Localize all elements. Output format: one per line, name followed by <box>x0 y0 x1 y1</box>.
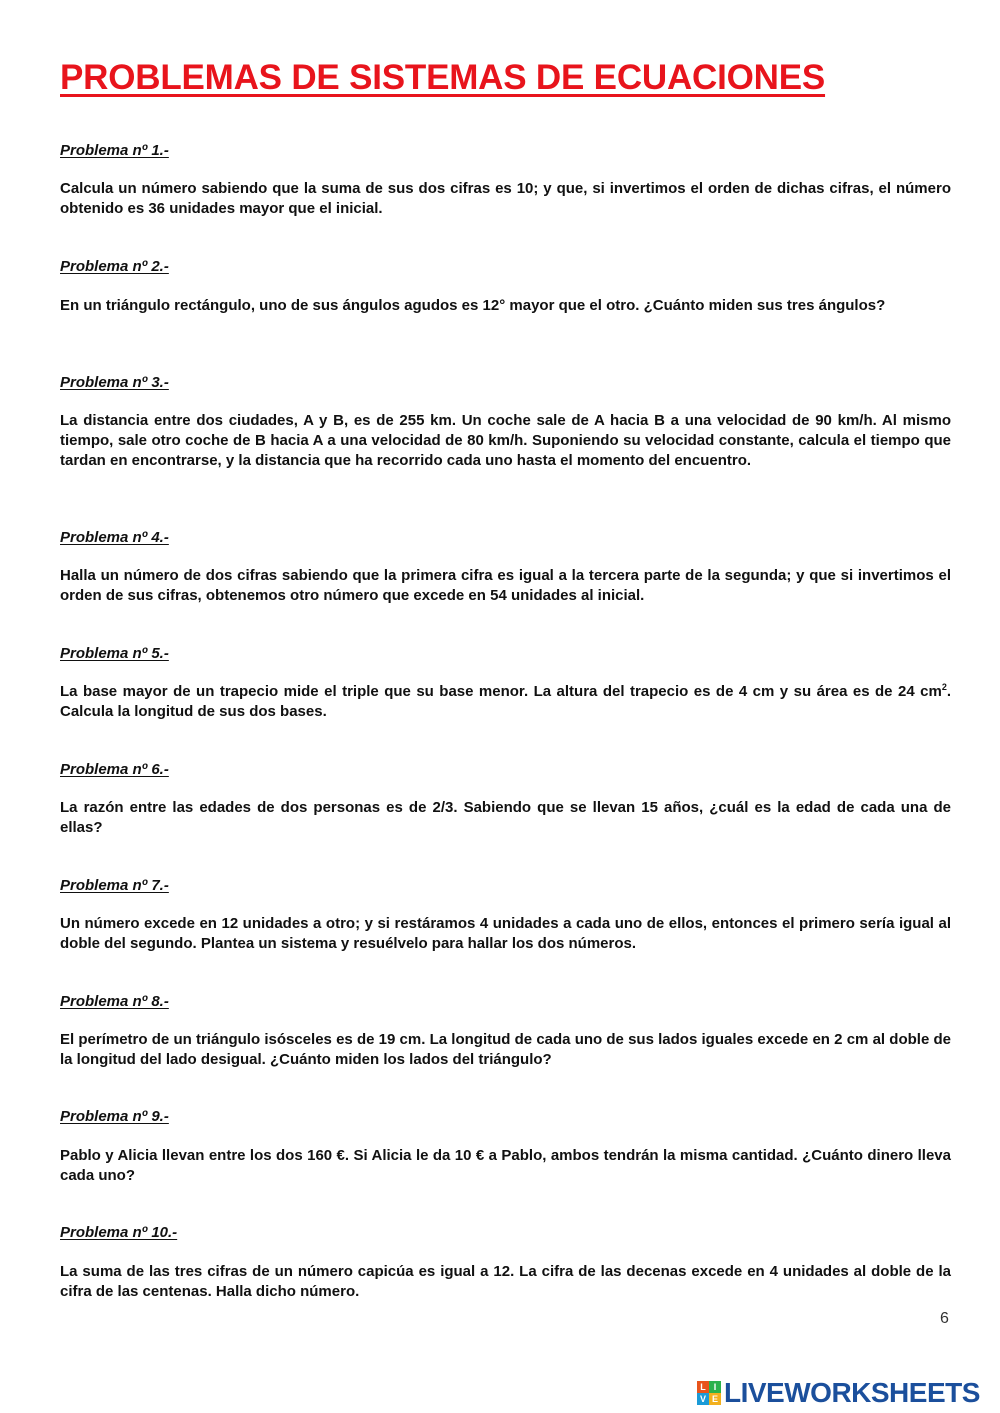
problem-4-heading: Problema nº 4.- <box>60 529 169 546</box>
liveworksheets-brand[interactable] <box>697 1379 980 1407</box>
problem-3-text: La distancia entre dos ciudades, A y B, es de 255 km. Un coche sale de A hacia B a una velocidad de 90 km/h. Al mismo tiempo, sale otro coche de B hacia A a una velocidad de 80 km/h. Suponiendo su velocidad constante, calcula el tiempo que tardan en encontrarse, y la distancia que ha recorrido cada uno hasta el momento del encuentro. <box>60 412 951 469</box>
problem-9-text: Pablo y Alicia llevan entre los dos 160 €. Si Alicia le da 10 € a Pablo, ambos tendrán la misma cantidad. ¿Cuánto dinero lleva cada uno? <box>60 1147 951 1184</box>
problem-8-text: El perímetro de un triángulo isósceles es de 19 cm. La longitud de cada uno de sus lados iguales excede en 2 cm al doble de la longitud del lado desigual. ¿Cuánto miden los lados del triángulo? <box>60 1031 951 1068</box>
logo-letter-l: L <box>697 1381 709 1393</box>
problem-2-heading: Problema nº 2.- <box>60 258 169 275</box>
problem-4-text: Halla un número de dos cifras sabiendo que la primera cifra es igual a la tercera parte de la segunda; y que si invertimos el orden de sus cifras, obtenemos otro número que excede en 54 unidades al inicial. <box>60 567 951 604</box>
problem-2-text: En un triángulo rectángulo, uno de sus ángulos agudos es 12° mayor que el otro. ¿Cuánto miden sus tres ángulos? <box>60 297 886 314</box>
squared-superscript: 2 <box>941 682 947 692</box>
problem-5-heading: Problema nº 5.- <box>60 645 169 662</box>
logo-letter-i: I <box>709 1381 721 1393</box>
problem-5-text-end: . Calcula la longitud de sus dos bases. <box>60 683 951 720</box>
problem-1-text: Calcula un número sabiendo que la suma de sus dos cifras es 10; y que, si invertimos el orden de dichas cifras, el número obtenido es 36 unidades mayor que el inicial. <box>60 180 951 217</box>
page-title: PROBLEMAS DE SISTEMAS DE ECUACIONES <box>60 58 826 97</box>
page-number: 6 <box>940 1310 949 1327</box>
problem-7-text: Un número excede en 12 unidades a otro; y si restáramos 4 unidades a cada uno de ellos, entonces el primero sería igual al doble del segundo. Plantea un sistema y resuélvelo para hallar los dos números. <box>60 915 951 952</box>
problem-6-text: La razón entre las edades de dos personas es de 2/3. Sabiendo que se llevan 15 años, ¿cuál es la edad de cada una de ellas? <box>60 799 951 836</box>
problem-9-heading: Problema nº 9.- <box>60 1108 169 1125</box>
problem-1-heading: Problema nº 1.- <box>60 142 169 159</box>
problem-8-heading: Problema nº 8.- <box>60 993 169 1010</box>
problem-5-text <box>60 682 951 722</box>
problem-10-text: La suma de las tres cifras de un número capicúa es igual a 12. La cifra de las decenas excede en 4 unidades al doble de la cifra de las centenas. Halla dicho número. <box>60 1263 951 1300</box>
problem-10-heading: Problema nº 10.- <box>60 1224 178 1241</box>
problem-6-heading: Problema nº 6.- <box>60 761 169 778</box>
logo-letter-v: V <box>697 1393 709 1405</box>
liveworksheets-wordmark: LIVEWORKSHEETS <box>724 1377 980 1408</box>
logo-letter-e: E <box>709 1393 721 1405</box>
liveworksheets-logo-icon <box>697 1381 721 1405</box>
problem-5-text-main: La base mayor de un trapecio mide el triple que su base menor. La altura del trapecio es de 4 cm y su área es de 24 cm <box>60 683 942 700</box>
problem-3-heading: Problema nº 3.- <box>60 374 169 391</box>
problem-7-heading: Problema nº 7.- <box>60 877 169 894</box>
